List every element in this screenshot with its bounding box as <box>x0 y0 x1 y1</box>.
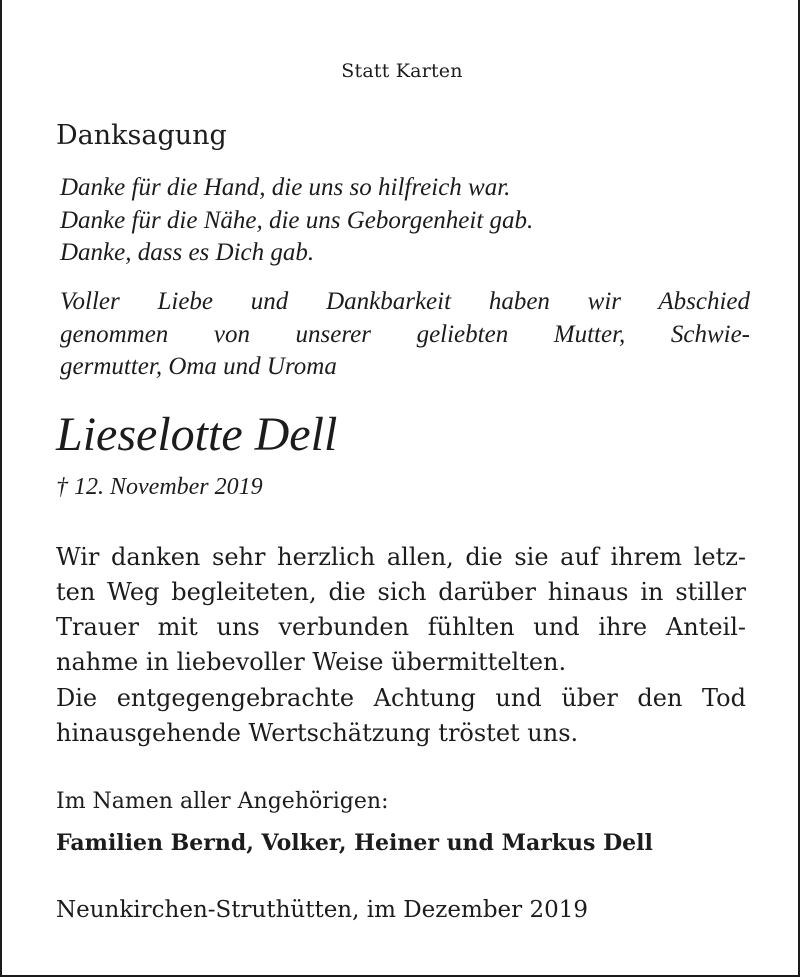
verse-line: Danke für die Nähe, die uns Geborgenheit gab. <box>60 206 534 234</box>
death-date: † 12. November 2019 <box>56 474 263 500</box>
header-statt-karten: Statt Karten <box>341 60 463 82</box>
intro-line: Voller Liebe und Dankbarkeit haben wir Abschied <box>60 288 750 315</box>
verse-line: Danke für die Hand, die uns so hilfreich war. <box>60 174 511 201</box>
notice-title: Danksagung <box>56 120 227 151</box>
signature-intro: Im Namen aller Angehörigen: <box>56 789 389 814</box>
intro-text <box>60 286 750 384</box>
intro-line: germutter, Oma und Uroma <box>60 353 337 380</box>
place-date: Neunkirchen-Struthütten, im Dezember 2019 <box>56 897 588 923</box>
thanks-line: Wir danken sehr herzlich allen, die sie auf ihrem letz- <box>56 543 746 571</box>
thanks-line: Trauer mit uns verbunden fühlten und ihre Anteil- <box>56 613 746 641</box>
thanks-paragraph <box>56 540 746 680</box>
consolation-paragraph <box>56 681 746 751</box>
signature-families: Familien Bernd, Volker, Heiner und Markus Dell <box>56 830 653 856</box>
consolation-line: Die entgegengebrachte Achtung und über den Tod <box>56 684 746 712</box>
thanks-line: nahme in liebevoller Weise übermittelten. <box>56 648 567 676</box>
thanks-line: ten Weg begleiteten, die sich darüber hinaus in stiller <box>56 578 746 606</box>
consolation-line: hinausgehende Wertschätzung tröstet uns. <box>56 719 579 747</box>
verse <box>60 172 533 270</box>
deceased-name: Lieselotte Dell <box>56 408 338 461</box>
intro-line: genommen von unserer geliebten Mutter, Schwie- <box>60 320 750 348</box>
verse-line: Danke, dass es Dich gab. <box>60 239 315 266</box>
